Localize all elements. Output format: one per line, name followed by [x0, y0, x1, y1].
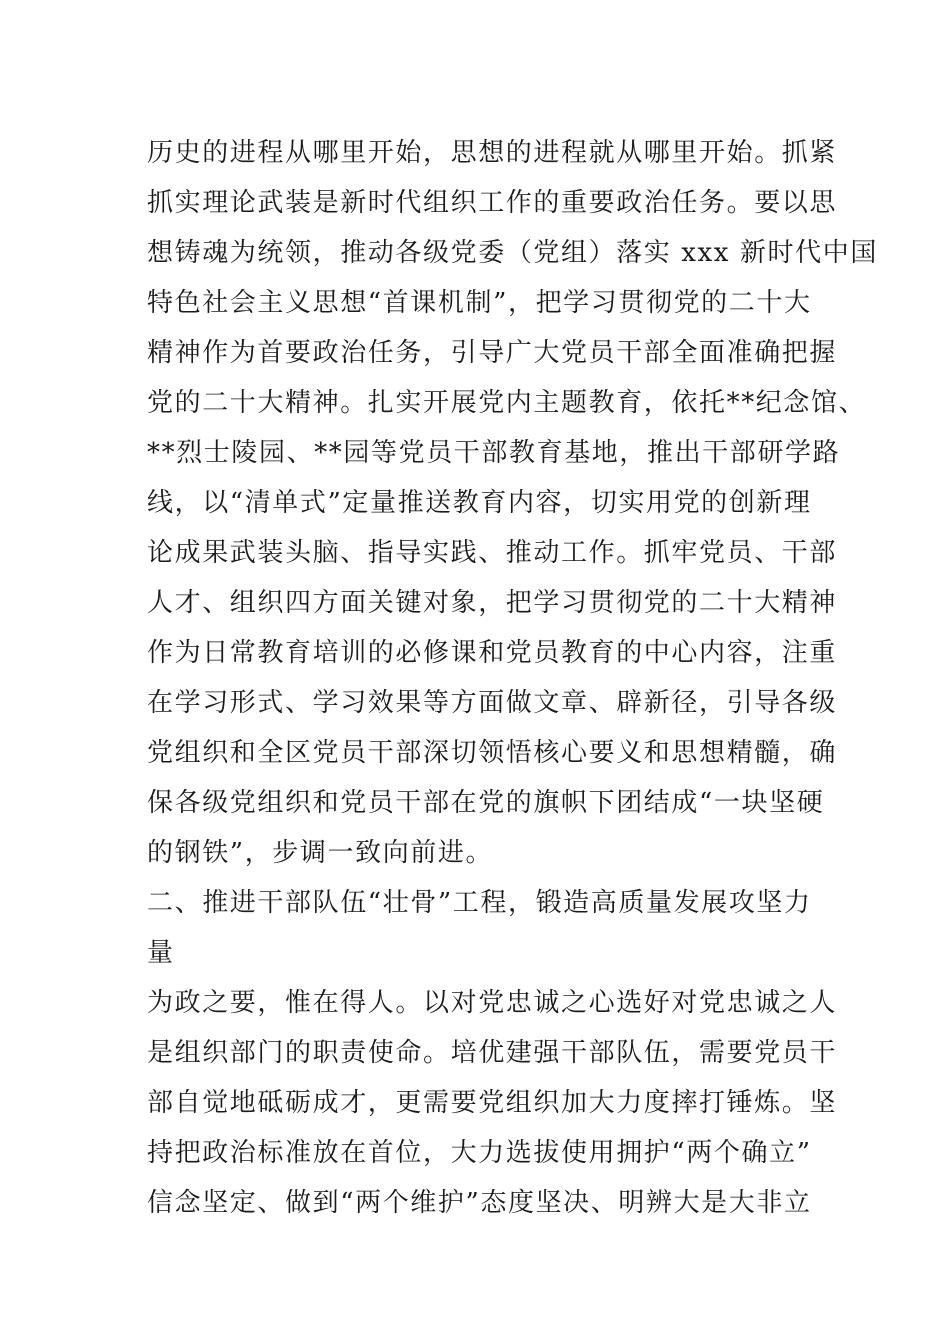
- section-heading-line: 量: [147, 938, 175, 968]
- section-heading-line: 二、推进干部队伍“壮骨”工程，锻造高质量发展攻坚力: [147, 888, 812, 918]
- text-line: 人才、组织四方面关键对象，把学习贯彻党的二十大精神: [147, 588, 838, 618]
- text-line: 线，以“清单式”定量推送教育内容，切实用党的创新理: [147, 488, 812, 518]
- text-line: 精神作为首要政治任务，引导广大党员干部全面准确把握: [147, 338, 838, 368]
- text-line: **烈士陵园、**园等党员干部教育基地，推出干部研学路: [147, 438, 841, 468]
- text-line: 作为日常教育培训的必修课和党员教育的中心内容，注重: [147, 638, 838, 668]
- text-line: 在学习形式、学习效果等方面做文章、辟新径，引导各级: [147, 688, 838, 718]
- text-line: 党组织和全区党员干部深切领悟核心要义和思想精髓，确: [147, 738, 838, 768]
- text-line: 持把政治标准放在首位，大力选拔使用拥护“两个确立”: [147, 1138, 812, 1168]
- body-text: [147, 128, 878, 1228]
- text-line: 部自觉地砥砺成才，更需要党组织加大力度摔打锤炼。坚: [147, 1088, 838, 1118]
- text-line: 是组织部门的职责使命。培优建强干部队伍，需要党员干: [147, 1038, 838, 1068]
- text-line: 信念坚定、做到“两个维护”态度坚决、明辨大是大非立: [147, 1188, 812, 1218]
- text-line: 保各级党组织和党员干部在党的旗帜下团结成“一块坚硬: [147, 788, 825, 818]
- text-line: 的钢铁”，步调一致向前进。: [147, 838, 494, 868]
- text-line: 为政之要，惟在得人。以对党忠诚之心选好对党忠诚之人: [147, 988, 838, 1018]
- text-line: 党的二十大精神。扎实开展党内主题教育，依托**纪念馆、: [147, 388, 867, 418]
- text-line: 抓实理论武装是新时代组织工作的重要政治任务。要以思: [147, 188, 838, 218]
- text-line: 特色社会主义思想“首课机制”，把学习贯彻党的二十大: [147, 288, 812, 318]
- text-line: 想铸魂为统领，推动各级党委（党组）落实 xxx 新时代中国: [147, 238, 878, 268]
- text-line: 论成果武装头脑、指导实践、推动工作。抓牢党员、干部: [147, 538, 838, 568]
- text-line: 历史的进程从哪里开始，思想的进程就从哪里开始。抓紧: [147, 138, 838, 168]
